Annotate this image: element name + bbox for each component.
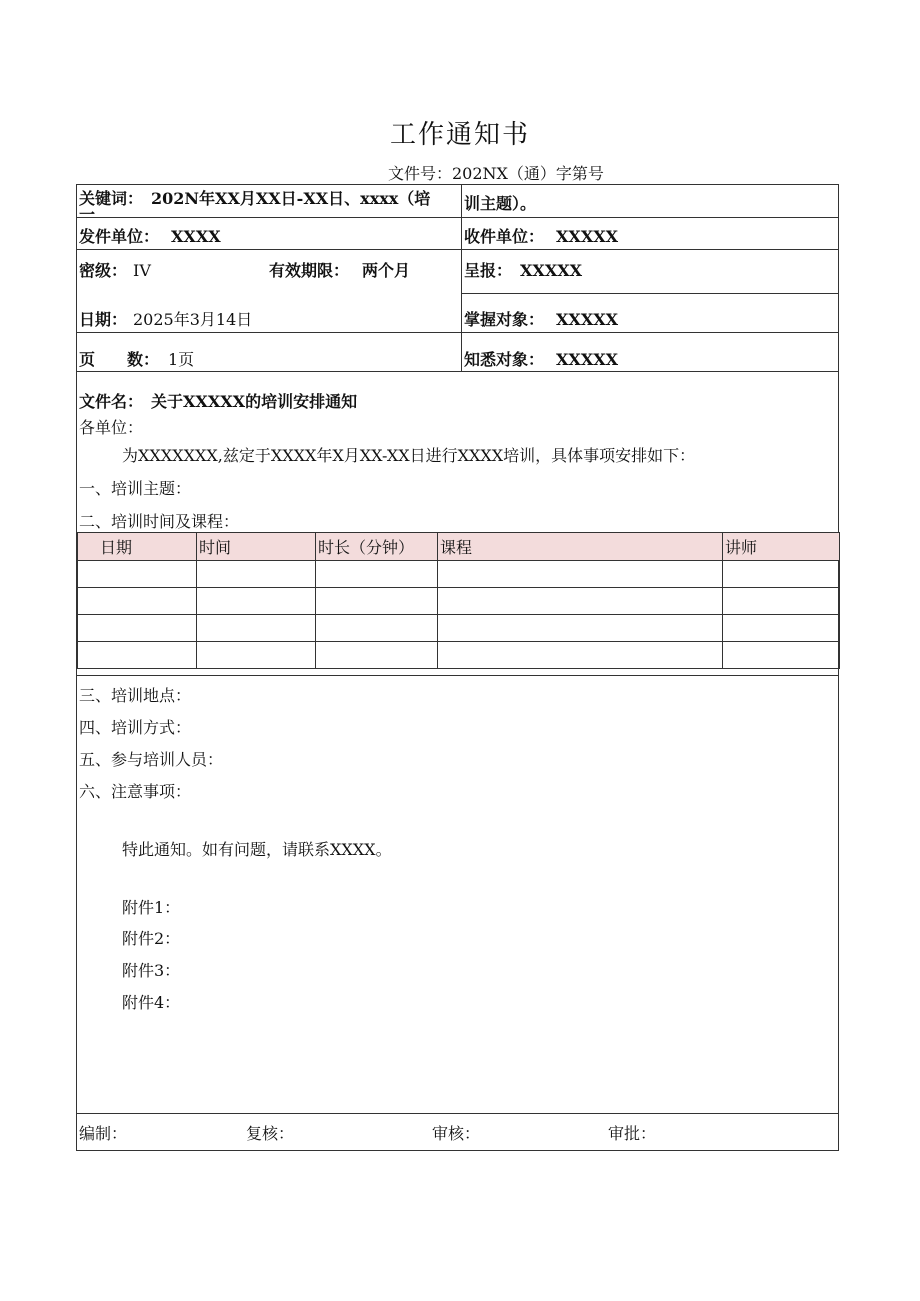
attachment-item: 附件1： — [122, 898, 181, 917]
keyword-label: 关键词： — [79, 189, 144, 208]
table-cell — [723, 561, 840, 588]
table-cell — [438, 642, 723, 669]
filename-label: 文件名： — [79, 392, 144, 411]
column-header: 时间 — [197, 533, 316, 561]
keyword-value: 202N年XX月XX日-XX日、xxxx（培 — [151, 189, 431, 208]
column-header: 讲师 — [723, 533, 840, 561]
date-value: 2025年3月14日 — [133, 310, 253, 329]
divider — [461, 293, 839, 294]
table-cell — [723, 642, 840, 669]
greeting: 各单位： — [79, 418, 144, 437]
section-topic: 一、培训主题： — [79, 479, 192, 498]
keyword-value-continued: 训主题）。 — [464, 194, 537, 213]
pages-label: 页 数： — [79, 350, 160, 369]
sign-audited: 审核： — [432, 1124, 481, 1143]
section-notes: 六、注意事项： — [79, 782, 192, 801]
notify-label: 知悉对象： — [464, 350, 545, 369]
report-value: XXXXX — [520, 261, 583, 280]
document-number: 文件号：202NX（通）字第号 — [388, 164, 604, 183]
sign-prepared: 编制： — [79, 1124, 128, 1143]
table-cell — [438, 615, 723, 642]
sign-reviewed: 复核： — [246, 1124, 295, 1143]
divider — [461, 184, 462, 371]
sender-value: XXXX — [171, 227, 221, 246]
column-header: 时长（分钟） — [316, 533, 438, 561]
table-cell — [438, 561, 723, 588]
intro-paragraph: 为XXXXXXX,兹定于XXXX年X月XX-XX日进行XXXX培训，具体事项安排如下： — [122, 446, 696, 465]
table-cell — [316, 615, 438, 642]
attachment-item: 附件4： — [122, 993, 181, 1012]
divider — [76, 217, 839, 218]
date-label: 日期： — [79, 310, 128, 329]
closing-text: 特此通知。如有问题，请联系XXXX。 — [122, 840, 392, 859]
document-title: 工作通知书 — [389, 120, 530, 150]
table-row — [78, 615, 840, 642]
receiver-value: XXXXX — [556, 227, 619, 246]
table-cell — [78, 588, 197, 615]
attachment-item: 附件2： — [122, 929, 181, 948]
column-header: 日期 — [78, 533, 197, 561]
table-cell — [316, 561, 438, 588]
divider — [76, 249, 839, 250]
table-cell — [197, 561, 316, 588]
filename-value: 关于XXXXX的培训安排通知 — [151, 392, 358, 411]
table-cell — [78, 642, 197, 669]
notify-value: XXXXX — [556, 350, 619, 369]
secret-label: 密级： — [79, 261, 128, 280]
keyword-cutoff: 一 — [79, 205, 96, 216]
table-row — [78, 642, 840, 669]
secret-value: IV — [133, 261, 151, 280]
table-cell — [197, 642, 316, 669]
divider — [76, 371, 839, 372]
divider — [76, 1113, 839, 1114]
table-cell — [78, 561, 197, 588]
table-cell — [723, 615, 840, 642]
divider — [76, 675, 839, 676]
column-header: 课程 — [438, 533, 723, 561]
attachment-item: 附件3： — [122, 961, 181, 980]
table-cell — [438, 588, 723, 615]
sender-label: 发件单位： — [79, 227, 160, 246]
pages-value: 1页 — [168, 350, 195, 369]
table-cell — [197, 615, 316, 642]
divider — [76, 332, 839, 333]
schedule-table — [77, 532, 840, 669]
table-cell — [723, 588, 840, 615]
table-cell — [78, 615, 197, 642]
section-schedule: 二、培训时间及课程： — [79, 512, 240, 531]
table-cell — [316, 588, 438, 615]
validity-label: 有效期限： — [269, 261, 350, 280]
section-location: 三、培训地点： — [79, 686, 192, 705]
report-label: 呈报： — [464, 261, 513, 280]
table-cell — [197, 588, 316, 615]
table-cell — [316, 642, 438, 669]
master-value: XXXXX — [556, 310, 619, 329]
schedule-header-row — [78, 533, 840, 561]
table-row — [78, 561, 840, 588]
table-row — [78, 588, 840, 615]
receiver-label: 收件单位： — [464, 227, 545, 246]
section-participants: 五、参与培训人员： — [79, 750, 224, 769]
sign-approved: 审批： — [608, 1124, 657, 1143]
section-method: 四、培训方式： — [79, 718, 192, 737]
validity-value: 两个月 — [362, 261, 411, 280]
master-label: 掌握对象： — [464, 310, 545, 329]
